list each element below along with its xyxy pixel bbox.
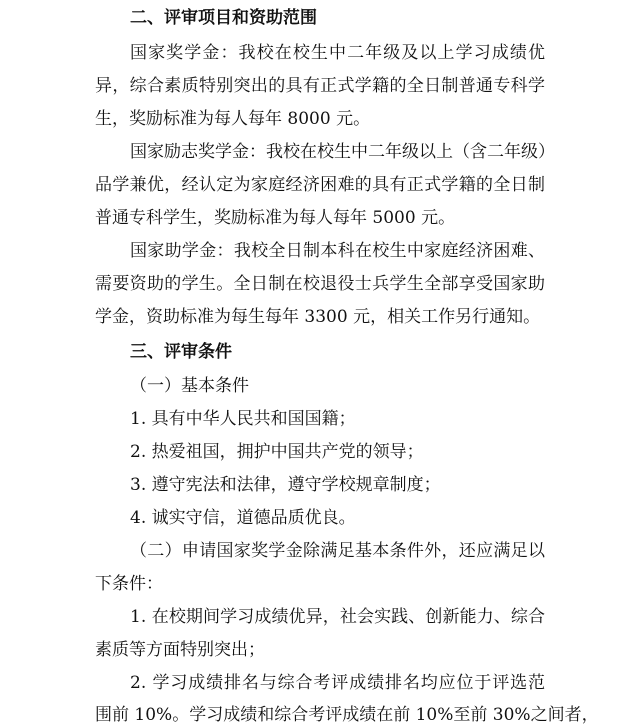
scholarship-condition-1-line-2: 素质等方面特别突出；	[95, 640, 265, 660]
section-heading-evaluation-conditions: 三、评审条件	[130, 342, 232, 362]
paragraph-inspirational-scholarship-line-3: 普通专科学生，奖励标准为每人每年 5000 元。	[95, 208, 456, 228]
subheading-national-scholarship-conditions-line-2: 下条件：	[95, 574, 163, 594]
scholarship-condition-2-line-1: 2. 学习成绩排名与综合考评成绩排名均应位于评选范	[130, 673, 545, 693]
condition-item-2: 2. 热爱祖国，拥护中国共产党的领导；	[130, 442, 424, 462]
section-heading-evaluation-scope: 二、评审项目和资助范围	[130, 8, 317, 28]
condition-item-3: 3. 遵守宪法和法律，遵守学校规章制度；	[130, 475, 441, 495]
paragraph-national-scholarship-line-1: 国家奖学金：我校在校生中二年级及以上学习成绩优	[130, 43, 545, 63]
paragraph-national-grant-line-3: 学金，资助标准为每生每年 3300 元，相关工作另行通知。	[95, 307, 541, 327]
paragraph-national-grant-line-2: 需要资助的学生。全日制在校退役士兵学生全部享受国家助	[95, 274, 545, 294]
paragraph-national-scholarship-line-2: 异，综合素质特别突出的具有正式学籍的全日制普通专科学	[95, 76, 545, 96]
subheading-basic-conditions: （一）基本条件	[130, 376, 249, 396]
condition-item-4: 4. 诚实守信，道德品质优良。	[130, 508, 356, 528]
scholarship-condition-1-line-1: 1. 在校期间学习成绩优异，社会实践、创新能力、综合	[130, 607, 545, 627]
subheading-national-scholarship-conditions-line-1: （二）申请国家奖学金除满足基本条件外，还应满足以	[130, 541, 545, 561]
paragraph-national-grant-line-1: 国家助学金：我校全日制本科在校生中家庭经济困难、	[130, 241, 545, 261]
paragraph-national-scholarship-line-3: 生，奖励标准为每人每年 8000 元。	[95, 109, 371, 129]
condition-item-1: 1. 具有中华人民共和国国籍；	[130, 409, 356, 429]
scholarship-condition-2-line-2: 围前 10%。学习成绩和综合考评成绩在前 10%至前 30%之间者，	[95, 705, 599, 725]
paragraph-inspirational-scholarship-line-2: 品学兼优，经认定为家庭经济困难的具有正式学籍的全日制	[95, 175, 545, 195]
paragraph-inspirational-scholarship-line-1: 国家励志奖学金：我校在校生中二年级以上（含二年级）	[130, 142, 555, 162]
